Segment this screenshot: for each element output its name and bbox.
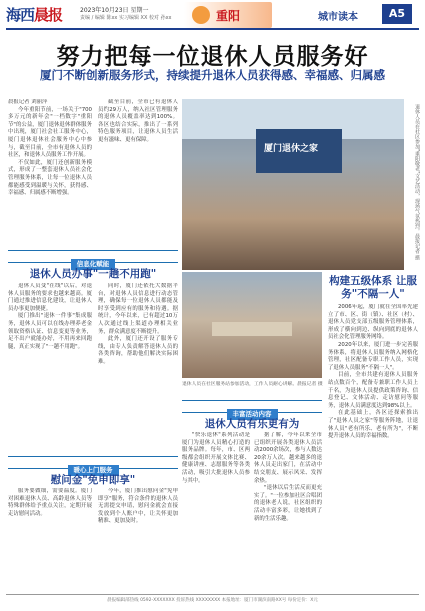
page-number: A5 — [382, 4, 412, 24]
photo-sign: 厦门退休之家 — [256, 129, 342, 173]
lead-paragraph: 今年重阳节前，一场关于"700多万元的新年会"一档数字"重阳节"的公益，厦门退休退休群体服务中出现，厦门社会社工服务中心，厦门退休退休社会服务中心中参与，截至目前，全市有退休人员的社区，和退休人员服务工作开展。 — [8, 106, 92, 159]
article-title: 努力把每一位退休人员服务好 — [56, 44, 369, 70]
body-paragraph: 服务要做细，需要温度。厦门对困难退休人员、高龄退休人员等特殊群体给予重点关注，定期开展走访慰问活动。 — [8, 488, 92, 517]
body-paragraph: 2006年起，厦门就在全国率先建立了市、区、街（镇）、社区（村）、退休人员党支部五级服务管理体系，形成了横向到边、纵向到底的退休人员社会化管理服务网络。 — [328, 304, 418, 341]
lead-paragraph: 截至目前，全市已有退休人员约29万人，纳入社区管理服务的退休人员覆盖率达到100%。各区也结合实际，推出了一系列特色服务项目，让退休人员生活更有滋味、更有保障。 — [98, 99, 178, 143]
section2-column-1 — [182, 432, 250, 562]
section3-column-1 — [8, 488, 92, 568]
issue-date: 2023年10月23日 星期一 — [80, 7, 149, 14]
body-paragraph: 今年，厦门推出慰问金"免申即享"服务，符合条件的退休人员无需提交申请，慰问金就会直接发放到个人账户中，让关怀更加精准、更加及时。 — [98, 488, 178, 525]
section2-column-2 — [254, 432, 322, 562]
section3-column-2 — [98, 488, 178, 568]
lead-photo-caption: 退休人员在社区参加"重阳敬老"文艺活动，现场气氛热烈。晨报记者 摄 — [414, 104, 420, 261]
lead-column-1 — [8, 99, 92, 244]
body-paragraph: 同时，厦门还依托大数据平台，对退休人员信息进行动态管理，确保每一位退休人员都能及时享受到应有的服务和待遇。据统计，今年以来，已有超过10万人次通过线上渠道办理相关业务，群众满意度不断提升。 — [98, 283, 178, 335]
section1-column-1 — [8, 283, 92, 453]
sun-icon — [192, 6, 210, 24]
lead-photo — [182, 99, 404, 270]
body-paragraph: 在此基础上，各区还探索推出了"退休人员之家"等服务阵地，让退休人员"老有所乐、老有所为"，不断提升退休人员的幸福指数。 — [328, 410, 418, 440]
activity-photo — [182, 272, 322, 378]
section-headline: 退休人员办事"一趟不用跑" — [29, 268, 157, 280]
newspaper-logo: 海西晨报 — [6, 6, 63, 24]
sidebar-headline: 构建五级体系 让服务"不隔一人" — [329, 275, 417, 300]
lead-column-2 — [98, 99, 178, 244]
article-subtitle: 厦门不断创新服务形式，持续提升退休人员获得感、幸福感、归属感 — [40, 68, 385, 82]
section1-column-2 — [98, 283, 178, 453]
section-banner: 暖心上门服务 — [8, 456, 178, 469]
body-paragraph: 据了解，今年以来全市已组织开展各类退休人员活动2000余场次，参与人数达20余万人次。越来越多的退休人员走出家门，在活动中结交朋友、展示风采、发挥余热。 — [254, 432, 322, 484]
editor-credits: 责编 / 编辑 陈xx 实习编辑 XX 校对 孙xx — [80, 15, 172, 21]
body-paragraph: 厦门推出"退休一件事"集成服务，退休人员可以在线办理养老金领取资格认证、信息变更等业务，足不出户就能办好，不用再来回跑腿，真正实现了"一趟不用跑"。 — [8, 313, 92, 350]
lead-paragraph: 不仅如此，厦门还创新服务模式，形成了一整套退休人员社会化管理服务体系，让每一位退休人员都能感受到温暖与关怀，获得感、幸福感、归属感不断增强。 — [8, 159, 92, 197]
page-footer: 晨报编辑部热线 0592-XXXXXXX 投诉热线 XXXXXXXX 本报地址：厦门市湖滨南路XX号 每份定价：X元 — [6, 594, 419, 603]
body-paragraph: "快乐退休"系列活动是厦门为退休人员精心打造的服务品牌。每年，市、区两级都会组织开展文体比赛、健康讲座、志愿服务等各类活动，吸引大批退休人员参与其中。 — [182, 432, 250, 484]
body-paragraph: 退休人员变"在线"以后，对退休人员服务的要求也越来越高。厦门通过推进信息化建设，让退休人员办事更加便捷。 — [8, 283, 92, 312]
activity-photo-caption: 退休人员在社区服务站参加活动，工作人员耐心讲解。晨报记者 摄 — [182, 382, 323, 387]
photo-table — [212, 322, 292, 336]
section-banner: 信息化赋能 — [8, 250, 178, 263]
body-paragraph: 目前，全市共建有退休人员服务站点数百个，配备专兼职工作人员上千名，为退休人员提供政策咨询、信息登记、文体活动、走访慰问等服务，退休人员满意度达到98%以上。 — [328, 372, 418, 409]
byline: 晨报记者 刘丽萍 — [8, 99, 48, 105]
section-headline: 慰问金"免申即享" — [50, 474, 136, 486]
sidebar-column — [328, 304, 418, 564]
body-paragraph: 此外，厦门还开设了服务专线，由专人负责解答退休人员的各类咨询，帮助他们解决实际困难。 — [98, 336, 178, 365]
masthead — [6, 2, 419, 28]
section-banner: 丰富活动内容 — [182, 400, 322, 413]
body-paragraph: 2020年以来，厦门进一步完善服务体系，将退休人员服务纳入网格化管理，社区配备专职工作人员，实现了退休人员服务"不隔一人"。 — [328, 341, 418, 371]
header-rule — [6, 28, 419, 30]
section-headline: 退休人员有乐更有为 — [204, 418, 300, 430]
body-paragraph: "退休以后生活反而更充实了。"一位参加社区合唱团的退休老人说，社区组织的活动丰富多彩，让她找到了新的生活乐趣。 — [254, 485, 322, 522]
section-name: 城市读本 — [318, 12, 358, 23]
chongyang-banner: 重阳 — [184, 2, 272, 28]
